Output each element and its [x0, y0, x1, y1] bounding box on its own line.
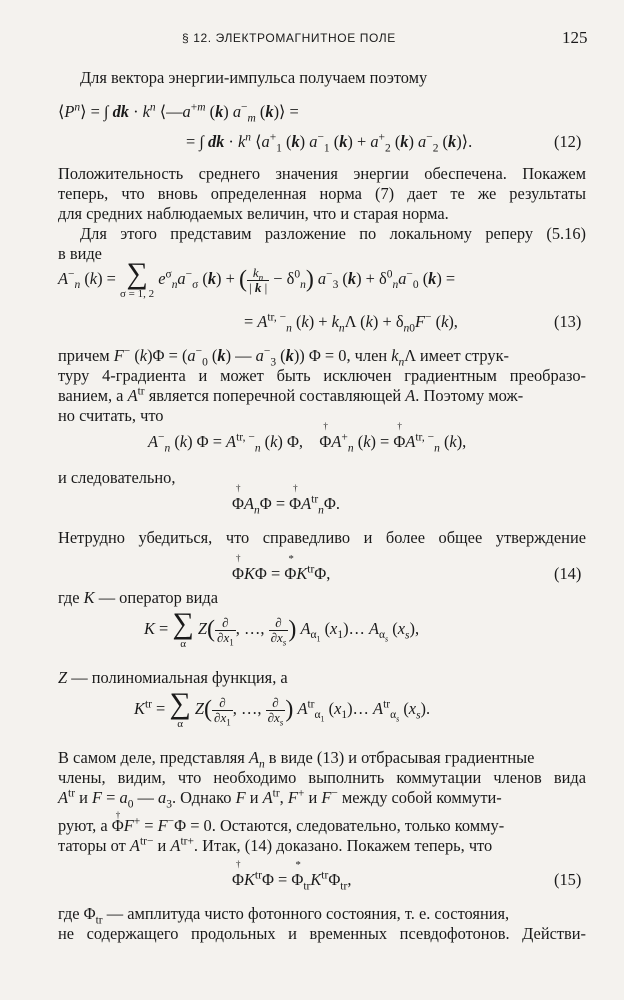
paragraph-line: $A^{tr}$ и $F = a_0$ — $a_3$. Однако F и $A^{tr}$, F+ и F− между собой коммути-	[58, 787, 502, 811]
paragraph-line: Нетрудно убедиться, что справедливо и более общее утверждение	[58, 528, 586, 547]
paragraph-line: Положительность среднего значения энергии обеспечена. Покажем	[58, 164, 586, 183]
equation-12-line1: $⟨P^n⟩$ = ∫ dk · $k^n$ $⟨—a^{+m}$ (k) $a^-_m$ (k)⟩ =	[58, 101, 299, 125]
paragraph-line: туру 4-градиента и может быть исключен градиентным преобразо-	[58, 366, 586, 385]
paragraph-line: таторы от $A^{tr-}$ и $A^{tr+}$. Итак, (14) доказано. Покажем теперь, что	[58, 835, 493, 855]
equation-number: (14)	[554, 564, 582, 583]
paragraph-line: Для вектора энергии-импульса получаем поэтому	[80, 68, 428, 87]
equation-number: (13)	[554, 312, 582, 331]
paragraph-line: и следовательно,	[58, 468, 176, 487]
sum-symbol: ∑ α	[169, 687, 191, 730]
paragraph-line: в виде	[58, 244, 102, 263]
equation-number: (12)	[554, 132, 582, 151]
equation-15: † $\Phi K^{tr}\Phi$ = * $\Phi_{tr}K^{tr}\Phi_{tr}$,	[232, 870, 351, 890]
paragraph-line: Z — полиномиальная функция, а	[58, 668, 288, 687]
equation-13-line1: $A^-_n$ (k) = ∑ σ = 1, 2 $e^\sigma_na^-_\sigma$ (k) + ( $\frac{k_n}{| k |}$ − $\delta^0_n$) $a^-_3$ $(k) + \delta^0_na^-_0$ (k) =	[58, 257, 456, 300]
running-head: § 12. ЭЛЕКТРОМАГНИТНОЕ ПОЛЕ	[182, 31, 396, 45]
paragraph-line: но считать, что	[58, 406, 164, 425]
equation-K-definition: K = ∑ α Z( $\frac{\partial}{\partial x_1}$ , …, $\frac{\partial}{\partial x_s}$ ) $A_{\alpha_1}$ $(x_1)\dots$ $A_{\alpha_s}$ $(x_s)$,	[144, 607, 420, 650]
paragraph-line: руют, а † ΦF+ = F−Φ = 0. Остаются, следовательно, только комму-	[58, 816, 586, 836]
paragraph-line: Для этого представим разложение по локальному реперу (5.16)	[80, 224, 586, 243]
paragraph-line: не содержащего продольных и временных псевдофотонов. Действи-	[58, 924, 586, 943]
paragraph-line: В самом деле, представляя $A_n$ в виде (13) и отбрасывая градиентные	[58, 748, 535, 771]
page-header	[0, 28, 624, 50]
sum-symbol: ∑ σ = 1, 2	[119, 257, 155, 300]
paragraph-line: где $\Phi_{tr}$ — амплитуда чисто фотонного состояния, т. е. состояния,	[58, 904, 510, 927]
sum-symbol: ∑ α	[172, 607, 194, 650]
equation-unnumbered-1: $A^-_n$ (k) $\Phi = A^{tr, -}_n$ (k) Φ, † $\Phi A^+_n$ (k) = † $\Phi A^{tr, -}_n$ (k),	[148, 432, 466, 452]
equation-number: (15)	[554, 870, 582, 889]
paragraph-line: для средних наблюдаемых величин, что и старая норма.	[58, 204, 449, 223]
equation-Ktr-definition: $K^{tr}$ = ∑ α Z( $\frac{\partial}{\partial x_1}$ , …, $\frac{\partial}{\partial x_s}$ ) $A^{tr}_{\alpha_1}$ $(x_1)\dots$ $A^{tr}_{\alpha_s}$ $(x_s)$.	[134, 687, 431, 730]
equation-unnumbered-2: † $\Phi A_n\Phi$ = † $\Phi A^{tr}_n\Phi$.	[232, 494, 340, 514]
equation-14: † ΦKΦ = * $\Phi K^{tr}\Phi$,	[232, 564, 330, 584]
paragraph-line: ванием, а $A^{tr}$ является поперечной составляющей A. Поэтому мож-	[58, 385, 524, 405]
equation-12-line2: = ∫ dk · $k^n$ $⟨a^+_1$ (k) $a^-_1$ $(k) + a^+_2$ (k) $a^-_2$ (k)⟩.	[186, 131, 473, 155]
equation-13-line2: = $A^{tr, -}_n$ $(k) + k_n\Lambda$ $(k) + \delta_{n0}F^-$ (k),	[244, 311, 458, 335]
paragraph-line: члены, видим, что необходимо выполнить коммутации членов вида	[58, 768, 586, 787]
paragraph-line: где K — оператор вида	[58, 588, 219, 607]
paragraph-line: причем F− $(k)\Phi = (a^-_0$ (k) — $a^-_3$ (k)) Φ = 0, член $k_n\Lambda$ имеет струк-	[58, 345, 510, 369]
page-number: 125	[562, 28, 588, 47]
paragraph-line: теперь, что вновь определенная норма (7) дает те же результаты	[58, 184, 586, 203]
